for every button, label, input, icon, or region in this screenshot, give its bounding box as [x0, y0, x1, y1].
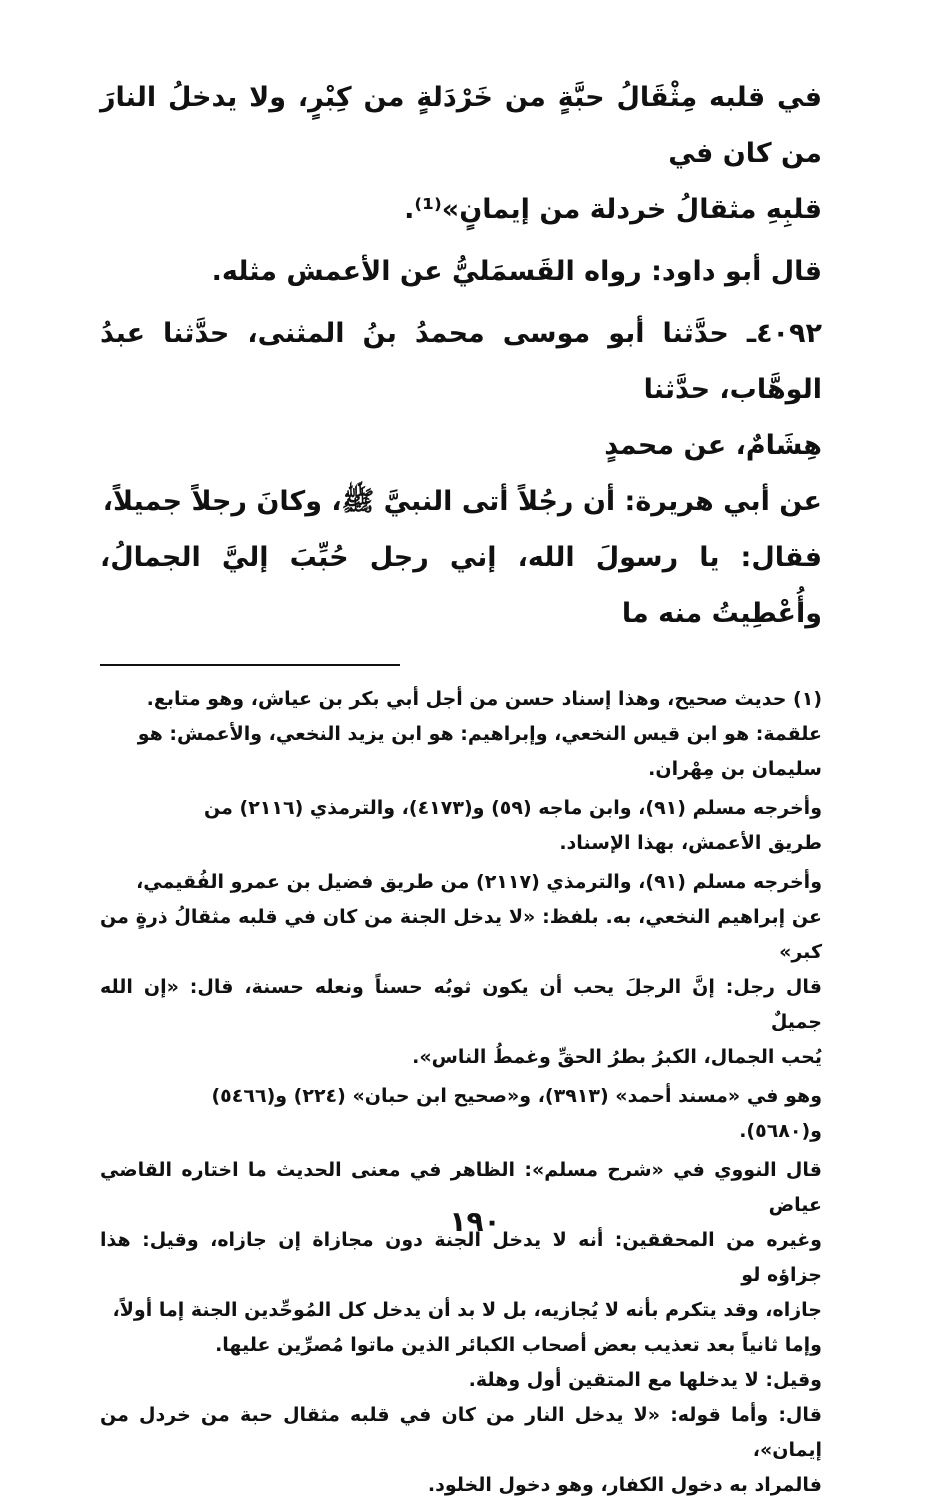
footnote-line: يُحب الجمال، الكبرُ بطرُ الحقِّ وغمطُ الناس». [412, 1046, 822, 1068]
main-line: فقال: يا رسولَ الله، إني رجل حُبِّبَ إليَّ الجمالُ، وأُعْطِيتُ منه ما [100, 542, 822, 629]
footnote-line: عن إبراهيم النخعي، به. بلفظ: «لا يدخل الجنة من كان في قلبه مثقالُ ذرةٍ من كبر» [100, 906, 822, 963]
page-body [100, 70, 822, 1503]
footnote-line: و(٥٦٨٠). [739, 1120, 822, 1142]
footnote-line: قال: وأما قوله: «لا يدخل النار من كان في قلبه مثقال حبة من خردل من إيمان»، [100, 1404, 822, 1461]
main-line: ٤٠٩٢ـ حدَّثنا أبو موسى محمدُ بنُ المثنى، حدَّثنا عبدُ الوهَّاب، حدَّثنا [100, 318, 822, 405]
main-line: قلبِهِ مثقالُ خردلة من إيمانٍ»⁽¹⁾. [404, 194, 822, 225]
footnote-line: وأخرجه مسلم (٩١)، والترمذي (٢١١٧) من طريق فضيل بن عمرو الفُقيمي، [136, 871, 822, 893]
footnote-line: جازاه، وقد يتكرم بأنه لا يُجازيه، بل لا بد أن يدخل كل المُوحِّدين الجنة إما أولاً، [112, 1299, 822, 1321]
footnote-line: سليمان بن مِهْران. [648, 758, 822, 780]
footnote-line: طريق الأعمش، بهذا الإسناد. [559, 832, 822, 854]
footnote-line: وغيره من المحققين: أنه لا يدخل الجنة دون مجازاة إن جازاه، وقيل: هذا جزاؤه لو [100, 1229, 822, 1286]
footnote-line: علقمة: هو ابن قيس النخعي، وإبراهيم: هو ابن يزيد النخعي، والأعمش: هو [137, 723, 822, 745]
main-text [100, 70, 822, 642]
footnote-line: وأخرجه مسلم (٩١)، وابن ماجه (٥٩) و(٤١٧٣)، والترمذي (٢١١٦) من [204, 797, 822, 819]
footnote-line: وإما ثانياً بعد تعذيب بعض أصحاب الكبائر الذين ماتوا مُصرِّين عليها. [215, 1334, 822, 1356]
footnote-divider [100, 664, 400, 666]
main-line: في قلبه مِثْقَالُ حبَّةٍ من خَرْدَلةٍ من كِبْرٍ، ولا يدخلُ النارَ من كان في [100, 82, 822, 169]
footnote-line: (١) حديث صحيح، وهذا إسناد حسن من أجل أبي بكر بن عياش، وهو متابع. [146, 688, 822, 710]
page-number: ١٩٠ [449, 1205, 501, 1238]
footnotes [100, 682, 822, 1503]
footnote-line: وقيل: لا يدخلها مع المتقين أول وهلة. [468, 1369, 822, 1391]
footnote-line: وهو في «مسند أحمد» (٣٩١٣)، و«صحيح ابن حبان» (٢٢٤) و(٥٤٦٦) [211, 1085, 822, 1107]
footnote-line: فالمراد به دخول الكفار، وهو دخول الخلود. [427, 1474, 822, 1496]
footnote-line: قال النووي في «شرح مسلم»: الظاهر في معنى الحديث ما اختاره القاضي عياض [100, 1159, 822, 1216]
footnote-line: قال رجل: إنَّ الرجلَ يحب أن يكون ثوبُه حسناً ونعله حسنة، قال: «إن الله جميلٌ [100, 976, 822, 1033]
main-line: هِشَامٌ، عن محمدٍ [604, 430, 822, 461]
main-line: قال أبو داود: رواه القَسمَليُّ عن الأعمش مثله. [211, 256, 822, 287]
main-line: عن أبي هريرة: أن رجُلاً أتى النبيَّ ﷺ، وكانَ رجلاً جميلاً، [102, 486, 822, 517]
